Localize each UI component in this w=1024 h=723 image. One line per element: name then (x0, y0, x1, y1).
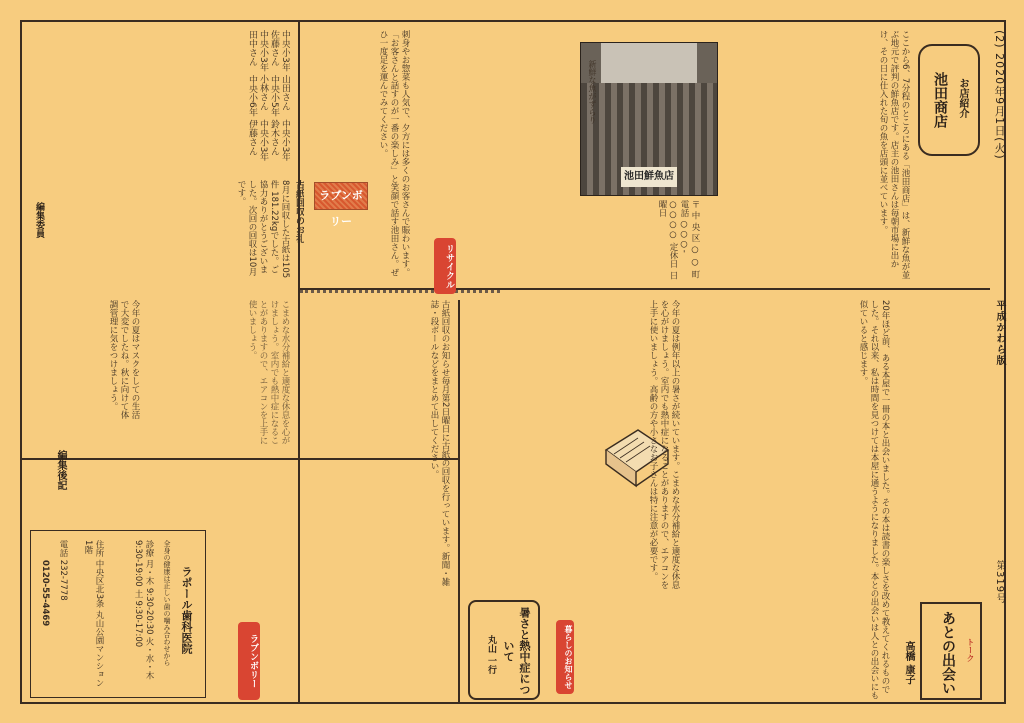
shop-label: お店紹介 (957, 78, 968, 118)
talk-author: 高橋 康子 (903, 641, 914, 685)
editor-body: 今年の夏はマスクをしての生活で大変でしたね。秋に向けて体調管理に気をつけましょう。 (108, 300, 140, 419)
talk-label: トーク (966, 638, 975, 662)
photo-caption: 新鮮な魚がずらり (588, 60, 597, 124)
recycle-banner (314, 182, 368, 228)
filler-left: こまめな水分補給と適度な休息を心がけましょう。室内でも熱中症になることがありますので、エアコンを上手に使いましょう。 (247, 300, 290, 445)
talk-title: あとの出会い (940, 611, 956, 695)
shop-name: 池田商店 (932, 72, 948, 128)
issue-number: 第319号 (994, 560, 1005, 605)
staff-members: 中央小3年 山田さん 中央小3年 佐藤さん 中央小5年 鈴木さん 中央小3年 小林さん 中央小3年 田中さん 中央小6年 伊藤さん (247, 30, 290, 162)
shop-body: ここから6、7分程のところにある「池田商店」は、新鮮な魚が並ぶ地元で評判の鮮魚店です。店主の池田さんは毎朝市場に出かけ、その日に仕入れた旬の魚を店頭に並べています。 (878, 30, 910, 279)
recycle-notice-body: 8月に回収した古紙は105件 181.22kgでした。ご協力ありがとうございました。次回の回収は10月です。 (236, 180, 290, 279)
dental-address: 住所 中央区北3条 丸山公園マンション1階 (83, 540, 104, 687)
issue-date: (2) 2020年9月1日(火) (993, 30, 1006, 160)
nursery-body: 古紙回収のお知らせ毎月第2日曜日に古紙の回収を行っています。新聞・雑誌・段ボールなどをまとめて出してください。 (429, 300, 450, 586)
divider-vertical (298, 22, 300, 702)
dental-sub: 全身の健康は正しい歯の噛み合わせから (163, 540, 171, 666)
kurashi-title: 暑さと熱中症について (502, 607, 531, 695)
recycle-banner-text: ラブンボリー (315, 183, 367, 209)
notice-heading: リサイクル (434, 238, 456, 294)
dental-tel: 電話 232-7778 (58, 540, 68, 601)
kurashi-body: 今年の夏は例年以上の暑さが続いています。こまめな水分補給と適度な休息を心がけましょう。室内でも熱中症になることがありますので、エアコンを上手に使いましょう。高齢の方や小さなお子さんは特に注意が必要です。 (648, 300, 680, 589)
staff-title: 編集委員 (34, 202, 44, 238)
divider-vertical-2 (458, 300, 460, 702)
nursery-label: ラブンボリー (238, 622, 260, 700)
editor-label: 編集後記 (55, 450, 66, 490)
dental-name: ラポール歯科医院 (180, 566, 193, 654)
kurashi-author: 丸山 一行 (486, 635, 496, 675)
dental-hours: 診療 月・木 9:30-20:30 火・水・木 9:30-19:00 土 9:30-17:00 (133, 540, 154, 680)
divider-dotted (300, 290, 500, 293)
shop-photo (580, 42, 718, 196)
shop-body-2: 刺身やお惣菜も人気で、夕方には多くのお客さんで賑わいます。「お客さんと話すのが一番の楽しみ」と笑顔で話す池田さん。ぜひ一度足を運んでみてください。 (378, 30, 410, 277)
shop-sign: 池田鮮魚店 (621, 167, 677, 187)
recycle-notice-title: 古紙回収のお礼 (294, 180, 304, 243)
shop-address: 〒 中 央 区 ○ ○ 町 電話 ○○○-○○○○ 定休日 日曜日 (657, 200, 700, 280)
talk-body: 20年ほど前、ある本屋で一冊の本と出会いました。その本は読書の楽しさを改めて教えてくれるものでした。それ以来、私は時間を見つけては本屋に通うようになりました。本との出会いは人との出会いにも似ていると感じます。 (858, 300, 890, 700)
kurashi-label: 暮らしのお知らせ (556, 620, 574, 694)
dental-freecall: 0120-55-4469 (40, 560, 50, 627)
paper-name: 平成かわら版 (994, 300, 1005, 366)
